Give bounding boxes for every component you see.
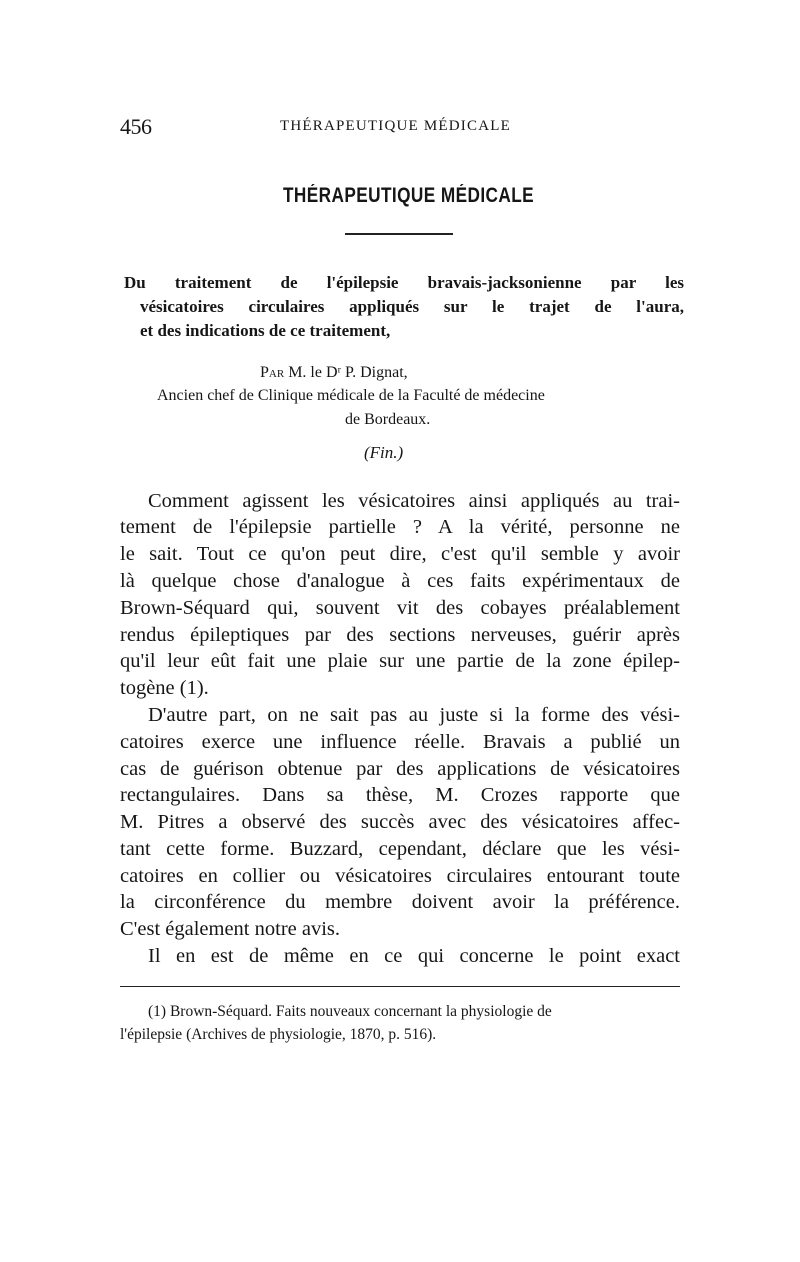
page-number: 456 <box>120 114 152 139</box>
byline <box>260 364 408 382</box>
byline-author: M. le Dʳ P. Dignat, <box>288 364 408 381</box>
body-line: Il en est de même en ce qui concerne le point exact <box>148 945 680 967</box>
body-line: là quelque chose d'analogue à ces faits expérimentaux de <box>120 570 680 592</box>
body-line: la circonférence du membre doivent avoir la préférence. <box>120 891 680 913</box>
byline-prefix: Par <box>260 364 285 381</box>
body-line: le sait. Tout ce qu'on peut dire, c'est qu'il semble y avoir <box>120 543 680 565</box>
body-line: Comment agissent les vésicatoires ainsi appliqués au trai- <box>148 490 680 512</box>
body-line: catoires en collier ou vésicatoires circulaires entourant toute <box>120 865 680 887</box>
body-line: M. Pitres a observé des succès avec des vésicatoires affec- <box>120 811 680 833</box>
body-line: Brown-Séquard qui, souvent vit des cobayes préalablement <box>120 597 680 619</box>
body-line: qu'il leur eût fait une plaie sur une partie de la zone épilep- <box>120 650 680 672</box>
body-line: tement de l'épilepsie partielle ? A la vérité, personne ne <box>120 516 680 538</box>
body-line: rectangulaires. Dans sa thèse, M. Crozes rapporte que <box>120 784 680 806</box>
body-line: catoires exerce une influence réelle. Bravais a publié un <box>120 731 680 753</box>
body-line: D'autre part, on ne sait pas au juste si la forme des vési- <box>148 704 680 726</box>
title-divider <box>345 233 453 235</box>
article-title-line: vésicatoires circulaires appliqués sur le trajet de l'aura, <box>140 297 684 316</box>
author-affiliation: Ancien chef de Clinique médicale de la Faculté de médecine <box>157 387 545 404</box>
body-line: tant cette forme. Buzzard, cependant, déclare que les vési- <box>120 838 680 860</box>
article-title-line: et des indications de ce traitement, <box>140 321 391 340</box>
footnote-divider <box>120 986 680 987</box>
body-line: rendus épileptiques par des sections nerveuses, guérir après <box>120 624 680 646</box>
body-line: togène (1). <box>120 677 209 699</box>
footnote-line: l'épilepsie (Archives de physiologie, 1870, p. 516). <box>120 1026 437 1043</box>
section-title: THÉRAPEUTIQUE MÉDICALE <box>283 184 535 207</box>
body-line: C'est également notre avis. <box>120 918 341 940</box>
footnote-line: (1) Brown-Séquard. Faits nouveaux concernant la physiologie de <box>148 1003 552 1020</box>
article-title-line: Du traitement de l'épilepsie bravais-jacksonienne par les <box>124 273 684 292</box>
body-line: cas de guérison obtenue par des applications de vésicatoires <box>120 758 680 780</box>
running-head <box>120 114 685 140</box>
continuation-note: (Fin.) <box>364 443 404 462</box>
author-affiliation-location: de Bordeaux. <box>345 411 431 428</box>
running-title: THÉRAPEUTIQUE MÉDICALE <box>280 118 511 134</box>
